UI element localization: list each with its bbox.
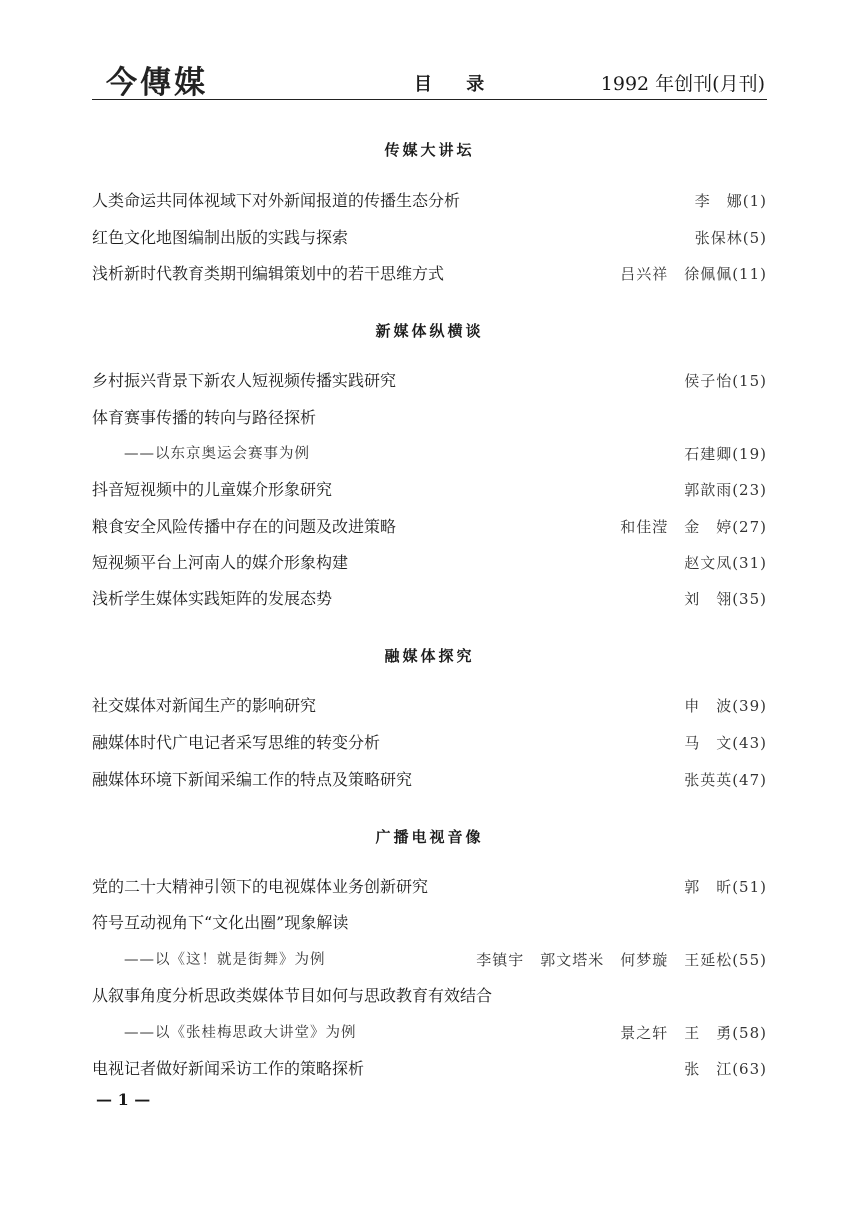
- toc-entry[interactable]: [92, 1056, 767, 1082]
- toc-entry[interactable]: [92, 261, 767, 287]
- page-number: — 1 —: [96, 1090, 151, 1109]
- toc-entry[interactable]: [92, 1020, 767, 1046]
- entry-title: 融媒体环境下新闻采编工作的特点及策略研究: [92, 770, 413, 789]
- toc-entry[interactable]: [92, 514, 767, 540]
- entry-author-page: 马 文(43): [684, 734, 767, 752]
- toc-entry[interactable]: [92, 947, 767, 973]
- entry-title: 体育赛事传播的转向与路径探析: [92, 408, 317, 427]
- entry-subtitle: ——以东京奥运会赛事为例: [124, 446, 310, 462]
- toc-entry[interactable]: [92, 983, 767, 1009]
- entry-subtitle: ——以《张桂梅思政大讲堂》为例: [124, 1025, 357, 1041]
- toc-entry[interactable]: [92, 405, 767, 431]
- toc-entry[interactable]: [92, 368, 767, 394]
- entry-author-page: 侯子怡(15): [684, 372, 767, 390]
- entry-author-page: 吕兴祥 徐佩佩(11): [620, 265, 767, 283]
- section-heading: 广播电视音像: [375, 828, 484, 846]
- toc-entry[interactable]: [92, 767, 767, 793]
- magazine-logo: 今傳媒: [106, 65, 208, 101]
- toc-entry[interactable]: [92, 477, 767, 503]
- entry-title: 短视频平台上河南人的媒介形象构建: [92, 553, 349, 572]
- entry-title: 浅析学生媒体实践矩阵的发展态势: [92, 589, 333, 608]
- toc-entry[interactable]: [92, 441, 767, 467]
- entry-author-page: 郭歆雨(23): [684, 481, 767, 499]
- toc-entry[interactable]: [92, 730, 767, 756]
- founded-note: 1992 年创刊(月刊): [600, 73, 765, 95]
- toc-entry[interactable]: [92, 188, 767, 214]
- entry-title: 电视记者做好新闻采访工作的策略探析: [92, 1059, 365, 1078]
- entry-title: 从叙事角度分析思政类媒体节目如何与思政教育有效结合: [92, 986, 493, 1005]
- entry-author-page: 李 娜(1): [694, 192, 767, 210]
- entry-title: 浅析新时代教育类期刊编辑策划中的若干思维方式: [92, 264, 445, 283]
- entry-author-page: 李镇宇 郭文塔米 何梦璇 王延松(55): [476, 951, 767, 969]
- toc-title: 目 录: [414, 74, 499, 95]
- entry-title: 人类命运共同体视域下对外新闻报道的传播生态分析: [92, 191, 461, 210]
- toc-entry[interactable]: [92, 550, 767, 576]
- toc-entry[interactable]: [92, 693, 767, 719]
- entry-author-page: 刘 翎(35): [684, 590, 767, 608]
- entry-author-page: 张英英(47): [684, 771, 767, 789]
- section-heading: 融媒体探究: [384, 647, 475, 665]
- entry-author-page: 赵文凤(31): [684, 554, 767, 572]
- entry-author-page: 景之轩 王 勇(58): [620, 1024, 767, 1042]
- entry-title: 抖音短视频中的儿童媒介形象研究: [92, 480, 333, 499]
- entry-title: 红色文化地图编制出版的实践与探索: [92, 228, 349, 247]
- section-heading: 新媒体纵横谈: [375, 322, 484, 340]
- entry-author-page: 郭 昕(51): [684, 878, 767, 896]
- entry-title: 党的二十大精神引领下的电视媒体业务创新研究: [92, 877, 429, 896]
- entry-author-page: 和佳滢 金 婷(27): [620, 518, 767, 536]
- entry-author-page: 申 波(39): [684, 697, 767, 715]
- entry-title: 符号互动视角下“文化出圈”现象解读: [92, 913, 349, 932]
- entry-author-page: 石建卿(19): [684, 445, 767, 463]
- entry-author-page: 张保林(5): [694, 229, 767, 247]
- section-heading: 传媒大讲坛: [384, 141, 475, 159]
- entry-subtitle: ——以《这！就是街舞》为例: [124, 952, 326, 968]
- entry-title: 乡村振兴背景下新农人短视频传播实践研究: [92, 371, 397, 390]
- toc-entry[interactable]: [92, 586, 767, 612]
- page-header: [92, 55, 767, 100]
- toc-entry[interactable]: [92, 910, 767, 936]
- entry-author-page: 张 江(63): [684, 1060, 767, 1078]
- toc-entry[interactable]: [92, 225, 767, 251]
- entry-title: 融媒体时代广电记者采写思维的转变分析: [92, 733, 381, 752]
- toc-entry[interactable]: [92, 874, 767, 900]
- entry-title: 社交媒体对新闻生产的影响研究: [92, 696, 317, 715]
- entry-title: 粮食安全风险传播中存在的问题及改进策略: [92, 517, 397, 536]
